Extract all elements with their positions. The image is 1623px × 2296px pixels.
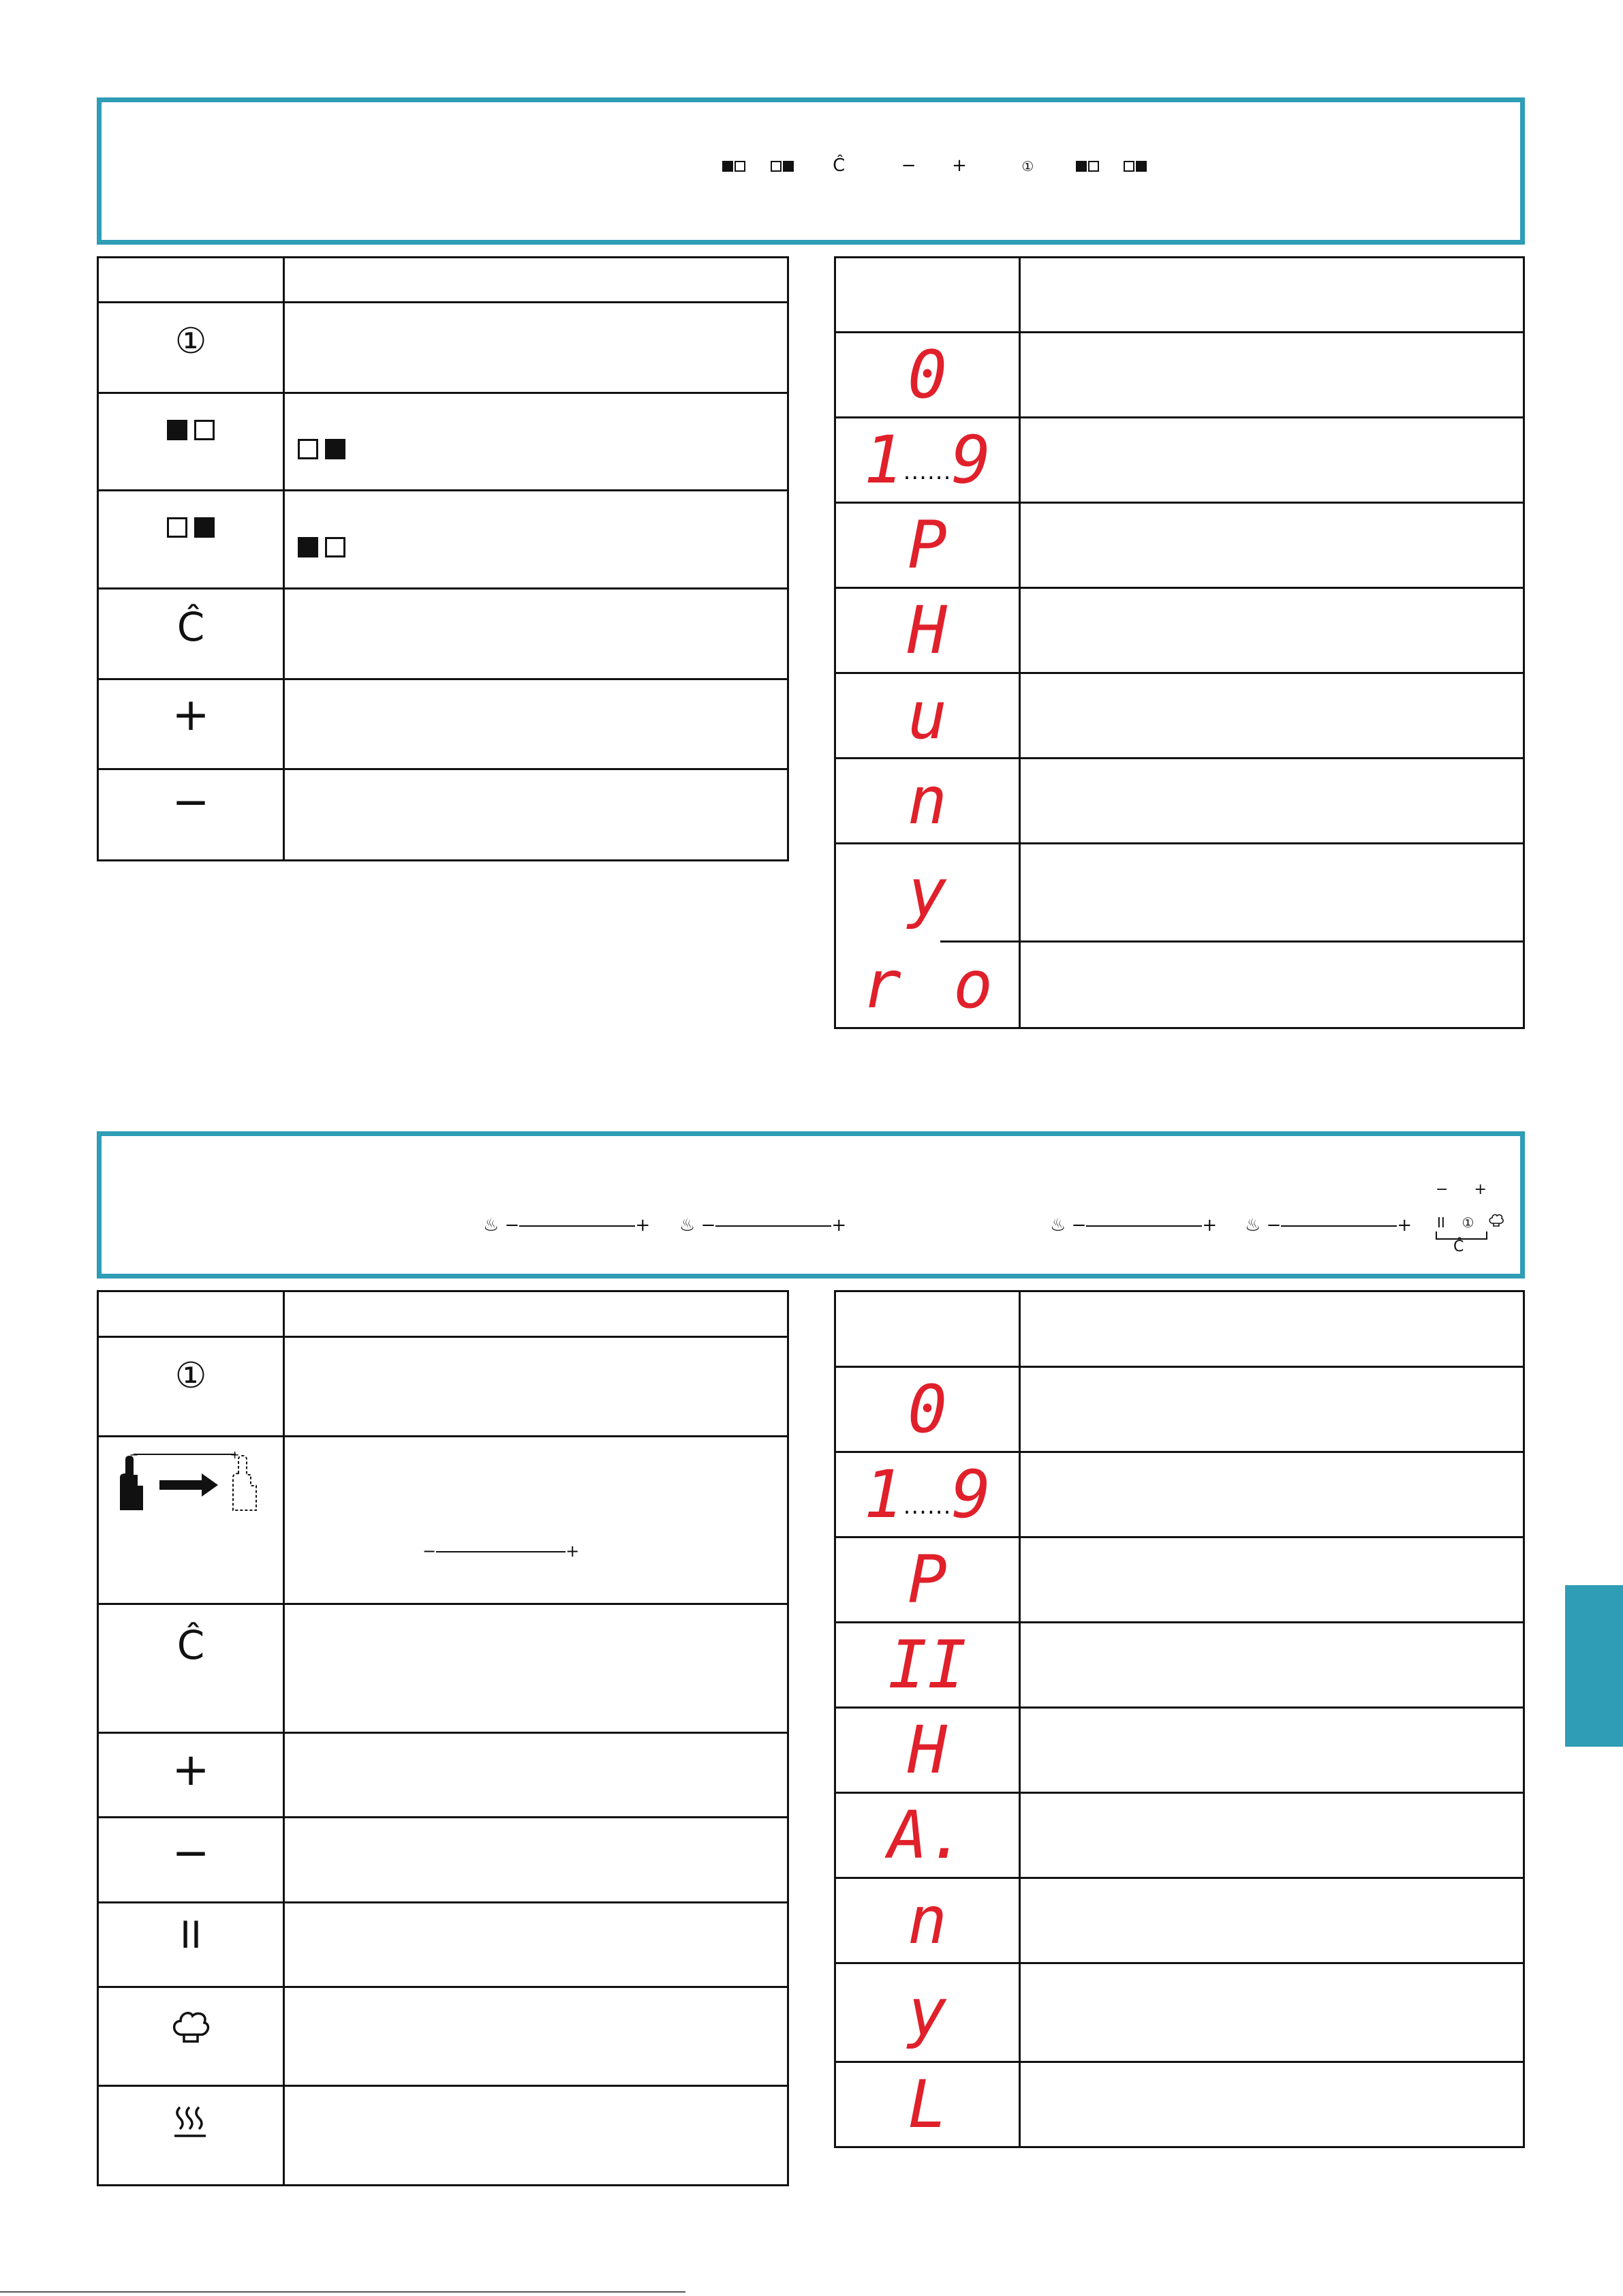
minus-icon: − bbox=[172, 776, 210, 828]
lock-icon: Ĉ bbox=[176, 604, 205, 650]
display-y: y bbox=[908, 854, 947, 931]
zone-left-select-icon bbox=[164, 420, 218, 443]
slider-zone-1[interactable]: ♨ − + bbox=[483, 1215, 651, 1236]
chef-hat-icon[interactable] bbox=[1488, 1214, 1504, 1231]
power-icon: ① bbox=[174, 1356, 207, 1396]
minus-icon: − bbox=[172, 1826, 210, 1879]
plus-icon: + bbox=[172, 1743, 210, 1796]
heat-icon: ♨ bbox=[1050, 1215, 1066, 1236]
slider-zone-2[interactable]: ♨ − + bbox=[679, 1215, 847, 1236]
zone-right-select-icon-2[interactable] bbox=[1123, 155, 1147, 176]
heat-icon: ♨ bbox=[483, 1215, 499, 1236]
heat-icon: ♨ bbox=[679, 1215, 696, 1236]
section-side-tab bbox=[1565, 1585, 1623, 1747]
lock-icon: Ĉ bbox=[176, 1622, 205, 1668]
display-y: y bbox=[908, 1974, 947, 2051]
pause-icon[interactable]: II bbox=[1437, 1214, 1445, 1231]
heat-icon: ♨ bbox=[1245, 1215, 1261, 1236]
display-u: u bbox=[908, 677, 947, 754]
table2-row-pause bbox=[99, 1903, 283, 1986]
display-n: n bbox=[908, 1882, 947, 1959]
display-0: 0 bbox=[908, 1371, 947, 1448]
svg-text:−: − bbox=[129, 1448, 139, 1461]
display-n: n bbox=[908, 763, 947, 839]
zone-right-select-icon[interactable] bbox=[770, 155, 794, 176]
display-1-9: 1 ...... 9 bbox=[863, 1456, 991, 1533]
chef-hat-icon bbox=[170, 2007, 211, 2045]
display-L: L bbox=[908, 2066, 947, 2143]
slider-zone-4[interactable]: ♨ − + bbox=[1245, 1215, 1412, 1236]
zone-left-select-icon-2[interactable] bbox=[1075, 155, 1100, 176]
plus-icon[interactable]: + bbox=[952, 155, 967, 176]
keep-warm-icon bbox=[172, 2103, 210, 2141]
table1-row-minus bbox=[99, 770, 283, 859]
display-P: P bbox=[908, 1542, 947, 1618]
plus-icon[interactable]: + bbox=[1474, 1181, 1487, 1198]
table1-row-lock bbox=[99, 590, 283, 678]
display-II: II bbox=[888, 1627, 967, 1703]
table1-row-zone-left-ref bbox=[294, 439, 349, 462]
zone-left-select-icon[interactable] bbox=[722, 155, 746, 176]
power-icon[interactable]: ① bbox=[1021, 158, 1034, 174]
table2-row-plus bbox=[99, 1734, 283, 1816]
panel2-right-controls-row2 bbox=[1437, 1212, 1504, 1231]
slider-swipe-icon bbox=[116, 1448, 274, 1518]
minus-icon[interactable]: − bbox=[901, 155, 916, 176]
table1-row-power bbox=[99, 303, 283, 392]
power-icon[interactable]: ① bbox=[1462, 1214, 1474, 1231]
slider-zone-3[interactable]: ♨ − + bbox=[1050, 1215, 1218, 1236]
lock-icon[interactable]: Ĉ bbox=[833, 155, 846, 176]
table1-row-zone-left bbox=[99, 394, 283, 489]
table1-row-zone-right-ref bbox=[294, 537, 349, 560]
svg-text:+: + bbox=[230, 1448, 240, 1461]
display-P: P bbox=[908, 507, 947, 583]
pause-icon: II bbox=[180, 1914, 202, 1957]
table2-row-minus bbox=[99, 1818, 283, 1901]
table2-row-power bbox=[99, 1338, 283, 1435]
minus-icon[interactable]: − bbox=[1436, 1181, 1449, 1198]
control-panel-2 bbox=[97, 1131, 1525, 1279]
footer-rule bbox=[0, 2291, 685, 2293]
panel2-right-controls bbox=[1436, 1181, 1487, 1198]
lock-icon[interactable]: Ĉ bbox=[1453, 1238, 1464, 1255]
display-1-9: 1 ...... 9 bbox=[863, 422, 991, 498]
table2-row-lock bbox=[99, 1605, 283, 1732]
control-panel-1 bbox=[97, 97, 1525, 245]
slider-reference: − + bbox=[422, 1542, 580, 1561]
plus-icon: + bbox=[172, 688, 210, 741]
display-ro: r o bbox=[862, 947, 993, 1023]
table2-row-keep-warm bbox=[99, 2087, 283, 2184]
table1-row-zone-right bbox=[99, 491, 283, 587]
display-H: H bbox=[908, 1712, 947, 1788]
table1-row-plus bbox=[99, 680, 283, 768]
display-H: H bbox=[908, 592, 947, 669]
table2-row-chef bbox=[99, 1988, 283, 2085]
panel1-control-strip bbox=[722, 155, 1147, 176]
display-0: 0 bbox=[908, 337, 947, 413]
display-A-dot: A. bbox=[888, 1797, 967, 1873]
zone-right-select-icon bbox=[164, 517, 218, 540]
power-icon: ① bbox=[174, 321, 207, 362]
